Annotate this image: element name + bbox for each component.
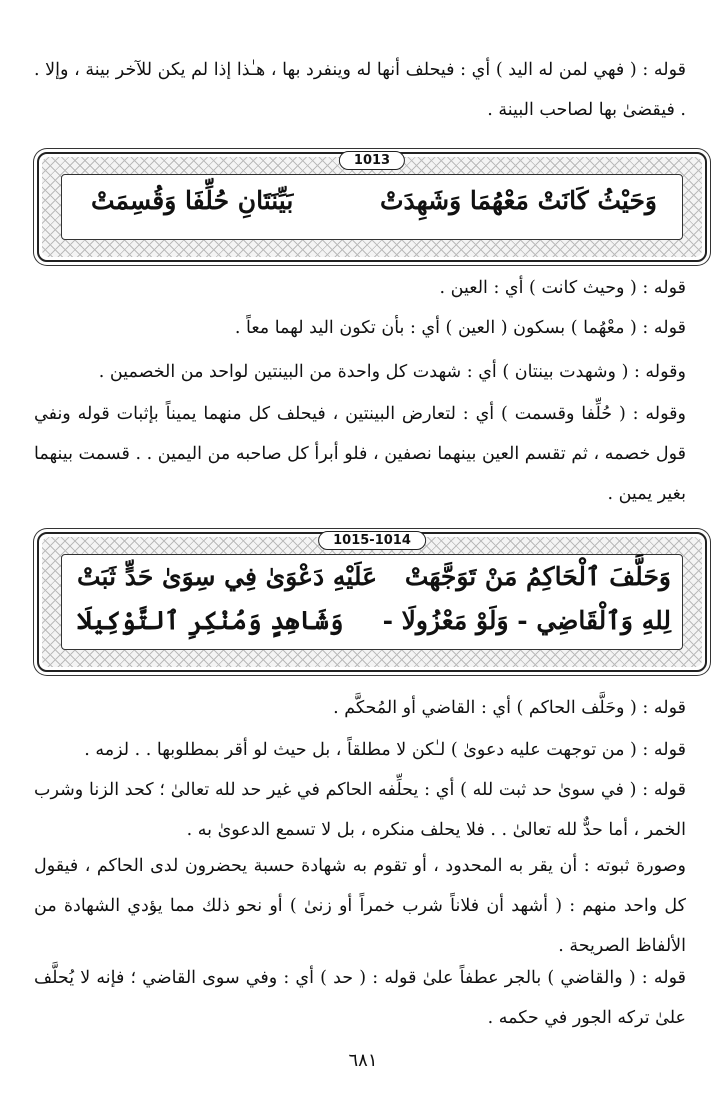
verse-line2-left: وَشَاهِدٍ وَمُنْكِرِ ٱلتَّوْكِيلَا	[77, 606, 344, 635]
verse-line1-right: وَحَلَّفَ ٱلْحَاكِمُ مَنْ تَوَجَّهَتْ	[404, 562, 671, 591]
verse-line1-left: عَلَيْهِ دَعْوَىٰ فِي سِوَىٰ حَدٍّ ثَبَتْ	[77, 562, 378, 591]
commentary-paragraph: وصورة ثبوته : أن يقر به المحدود ، أو تقوم به شهادة حسبة يحضرون لدى الحاكم ، فيقول كل واحد منهم : ( أشهد أن فلاناً شرب خمراً أو زنىٰ ) أو نحو ذلك مما يؤدي الشهادة من الألفاظ الصريحة .	[34, 856, 686, 956]
verse-hemistich-left: بَيِّنَتَانِ حُلِّفَا وَقُسِمَتْ	[91, 186, 294, 215]
commentary-paragraph: قوله : ( وحَلَّف الحاكم ) أي : القاضي أو المُحكَّم .	[333, 698, 686, 718]
verse-number-badge: 1013	[339, 151, 405, 170]
verse-hemistich-right: وَحَيْثُ كَانَتْ مَعْهُمَا وَشَهِدَتْ	[379, 186, 657, 215]
commentary-paragraph: قوله : ( وحيث كانت ) أي : العين .	[439, 278, 686, 298]
commentary-paragraph: قوله : ( والقاضي ) بالجر عطفاً علىٰ قوله : ( حد ) أي : وفي سوى القاضي ؛ فإنه لا يُحلَّف علىٰ تركه الجور في حكمه .	[34, 968, 686, 1028]
commentary-paragraph: قوله : ( في سوىٰ حد ثبت لله ) أي : يحلِّفه الحاكم في غير حد لله تعالىٰ ؛ كحد الزنا وشرب الخمر ، أما حدٌّ لله تعالىٰ . . فلا يحلف منكره ، بل لا تسمع الدعوىٰ به .	[34, 780, 686, 840]
verse-line2-right: لِلهِ وَٱلْقَاضِي - وَلَوْ مَعْزُولَا -	[382, 606, 671, 635]
verse-number-badge: 1015-1014	[318, 531, 426, 550]
verse-frame-1013	[37, 152, 707, 262]
commentary-paragraph: قوله : ( معْهُما ) بسكون ( العين ) أي : بأن تكون اليد لهما معاً .	[234, 318, 686, 338]
page-number: ٦٨١	[348, 1050, 378, 1071]
commentary-paragraph: قوله : ( من توجهت عليه دعوىٰ ) لـٰكن لا مطلقاً ، بل حيث لو أقر بمطلوبها . . لزمه .	[84, 740, 686, 760]
paragraph-intro: قوله : ( فهي لمن له اليد ) أي : فيحلف أنها له وينفرد بها ، هـٰذا إذا لم يكن للآخر بينة ، وإلا . . فيقضىٰ بها لصاحب البينة .	[34, 60, 686, 120]
commentary-paragraph: وقوله : ( وشهدت بينتان ) أي : شهدت كل واحدة من البينتين لواحد من الخصمين .	[98, 362, 686, 382]
verse-frame-1014-1015	[37, 532, 707, 672]
commentary-paragraph: وقوله : ( حُلِّفا وقسمت ) أي : لتعارض البينتين ، فيحلف كل منهما يميناً بإثبات قوله ونفي قول خصمه ، ثم تقسم العين بينهما نصفين ، فلو أبرأ كل صاحبه من اليمين . . قسمت بينهما بغير يمين .	[34, 404, 686, 504]
